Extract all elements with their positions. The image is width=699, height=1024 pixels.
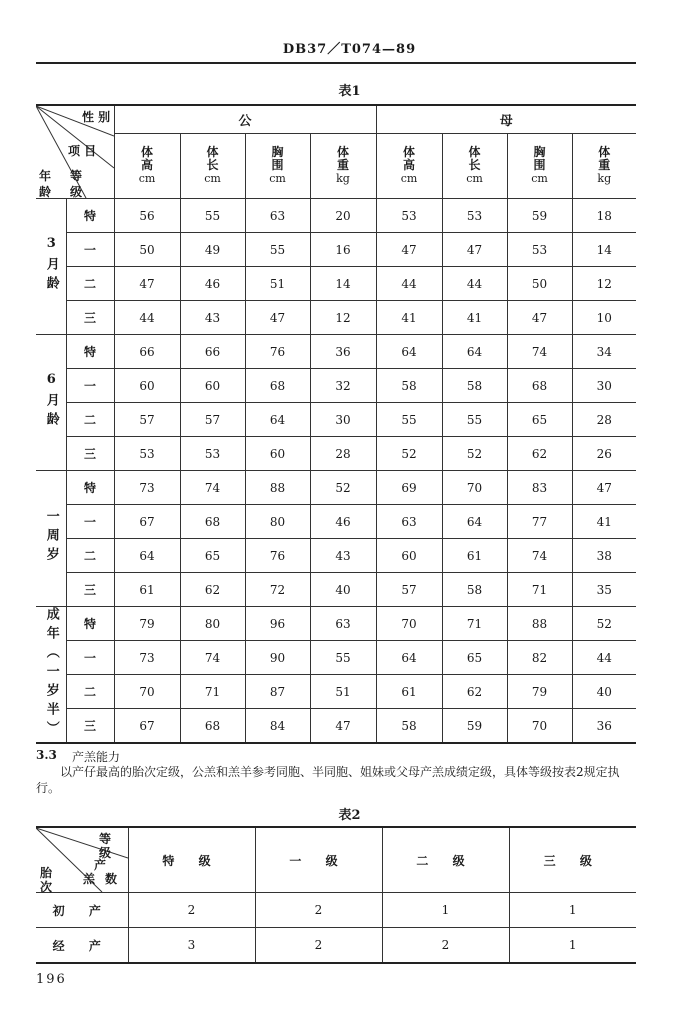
value-cell: 71 <box>180 675 245 709</box>
value-cell: 52 <box>442 437 507 471</box>
value-cell: 47 <box>507 301 572 335</box>
value-cell: 60 <box>376 539 442 573</box>
value-cell: 66 <box>180 335 245 369</box>
value-cell: 64 <box>114 539 180 573</box>
section-body: 以产仔最高的胎次定级，公羔和羔羊参考同胞、半同胞、姐妹或父母产羔成绩定级，具体等级按表2规定执行。 <box>36 765 620 795</box>
value-cell: 53 <box>180 437 245 471</box>
grade-label: 三 <box>66 709 114 744</box>
value-cell: 79 <box>507 675 572 709</box>
value-cell: 28 <box>310 437 376 471</box>
value-cell: 55 <box>376 403 442 437</box>
value-cell: 53 <box>114 437 180 471</box>
table2-lambing-grades <box>36 826 636 964</box>
value-cell: 20 <box>310 199 376 233</box>
corner-label-sex: 性 别 <box>82 110 111 124</box>
value-cell: 47 <box>310 709 376 744</box>
measure-header <box>507 133 572 198</box>
measure-unit: cm <box>400 172 418 186</box>
value-cell: 68 <box>180 505 245 539</box>
corner-label-lambs: 产 羔数 <box>82 858 127 886</box>
grade-label: 三 <box>66 573 114 607</box>
grade-header-special: 特 级 <box>128 827 255 893</box>
value-cell: 71 <box>442 607 507 641</box>
age-group-label: 一周岁 <box>43 508 59 566</box>
table2-corner-header <box>36 827 128 893</box>
value-cell: 61 <box>442 539 507 573</box>
sex-header-female: 母 <box>376 105 636 133</box>
value-cell: 35 <box>572 573 636 607</box>
value-cell: 70 <box>507 709 572 744</box>
value-cell: 64 <box>442 505 507 539</box>
measure-unit: cm <box>269 172 286 186</box>
value-cell: 88 <box>507 607 572 641</box>
table1-corner-header <box>36 105 114 199</box>
table-row <box>36 675 636 709</box>
grade-label: 一 <box>66 505 114 539</box>
value-cell: 60 <box>114 369 180 403</box>
value-cell: 87 <box>245 675 310 709</box>
age-group-cell <box>36 199 66 335</box>
value-cell: 44 <box>442 267 507 301</box>
value-cell: 40 <box>572 675 636 709</box>
value-cell: 44 <box>572 641 636 675</box>
table-row <box>36 471 636 505</box>
value-cell: 66 <box>114 335 180 369</box>
value-cell: 57 <box>376 573 442 607</box>
value-cell: 61 <box>114 573 180 607</box>
value-cell: 52 <box>310 471 376 505</box>
value-cell: 74 <box>507 335 572 369</box>
section-number: 3.3 <box>36 748 57 762</box>
table-row <box>36 607 636 641</box>
value-cell: 49 <box>180 233 245 267</box>
value-cell: 52 <box>572 607 636 641</box>
grade-label: 三 <box>66 437 114 471</box>
value-cell: 34 <box>572 335 636 369</box>
value-cell: 59 <box>507 199 572 233</box>
value-cell: 14 <box>572 233 636 267</box>
value-cell: 71 <box>507 573 572 607</box>
value-cell: 3 <box>128 928 255 964</box>
value-cell: 51 <box>310 675 376 709</box>
measure-unit: cm <box>138 172 156 186</box>
measure-header <box>442 133 507 198</box>
corner-label-grade: 等 级 <box>98 832 121 860</box>
measure-unit: cm <box>204 172 221 186</box>
value-cell: 58 <box>376 709 442 744</box>
measure-name: 胸围 <box>533 145 546 173</box>
grade-header-first: 一 级 <box>255 827 382 893</box>
value-cell: 70 <box>376 607 442 641</box>
value-cell: 14 <box>310 267 376 301</box>
value-cell: 68 <box>507 369 572 403</box>
age-group-cell <box>36 471 66 607</box>
value-cell: 55 <box>310 641 376 675</box>
value-cell: 10 <box>572 301 636 335</box>
value-cell: 57 <box>114 403 180 437</box>
value-cell: 63 <box>310 607 376 641</box>
measure-name: 体重 <box>336 145 349 173</box>
table-row <box>36 369 636 403</box>
section-title: 产羔能力 <box>72 750 121 764</box>
value-cell: 2 <box>128 893 255 928</box>
corner-label-age: 年 龄 <box>38 169 51 199</box>
value-cell: 1 <box>382 893 509 928</box>
value-cell: 88 <box>245 471 310 505</box>
document-header: DB37／T074—89 <box>282 42 417 57</box>
value-cell: 26 <box>572 437 636 471</box>
value-cell: 83 <box>507 471 572 505</box>
value-cell: 36 <box>572 709 636 744</box>
value-cell: 67 <box>114 709 180 744</box>
value-cell: 2 <box>255 893 382 928</box>
value-cell: 55 <box>442 403 507 437</box>
table-row <box>36 437 636 471</box>
value-cell: 76 <box>245 539 310 573</box>
value-cell: 68 <box>180 709 245 744</box>
table-row <box>36 709 636 744</box>
value-cell: 62 <box>180 573 245 607</box>
value-cell: 58 <box>442 573 507 607</box>
measure-header <box>180 133 245 198</box>
measure-name: 体长 <box>206 145 219 173</box>
value-cell: 60 <box>245 437 310 471</box>
value-cell: 18 <box>572 199 636 233</box>
measure-header <box>245 133 310 198</box>
value-cell: 65 <box>507 403 572 437</box>
value-cell: 53 <box>442 199 507 233</box>
grade-header-third: 三 级 <box>509 827 636 893</box>
measure-name: 体重 <box>598 145 611 173</box>
measure-header <box>572 133 636 198</box>
grade-label: 特 <box>66 471 114 505</box>
table-row <box>36 335 636 369</box>
value-cell: 82 <box>507 641 572 675</box>
table-row <box>36 199 636 233</box>
value-cell: 38 <box>572 539 636 573</box>
value-cell: 36 <box>310 335 376 369</box>
grade-label: 特 <box>66 335 114 369</box>
value-cell: 44 <box>376 267 442 301</box>
value-cell: 77 <box>507 505 572 539</box>
measure-unit: cm <box>531 172 548 186</box>
grade-label: 二 <box>66 267 114 301</box>
grade-label: 特 <box>66 199 114 233</box>
value-cell: 44 <box>114 301 180 335</box>
value-cell: 64 <box>442 335 507 369</box>
value-cell: 47 <box>442 233 507 267</box>
grade-label: 二 <box>66 403 114 437</box>
table-row <box>36 267 636 301</box>
grade-label: 二 <box>66 675 114 709</box>
value-cell: 12 <box>310 301 376 335</box>
table-row <box>36 641 636 675</box>
value-cell: 52 <box>376 437 442 471</box>
value-cell: 1 <box>509 893 636 928</box>
value-cell: 80 <box>180 607 245 641</box>
grade-label: 二 <box>66 539 114 573</box>
value-cell: 67 <box>114 505 180 539</box>
value-cell: 41 <box>442 301 507 335</box>
measure-unit: kg <box>336 172 350 186</box>
age-group-cell <box>36 607 66 744</box>
measure-name: 体高 <box>403 145 416 173</box>
measure-header <box>114 133 180 198</box>
value-cell: 63 <box>245 199 310 233</box>
grade-label: 特 <box>66 607 114 641</box>
value-cell: 72 <box>245 573 310 607</box>
value-cell: 53 <box>507 233 572 267</box>
value-cell: 43 <box>180 301 245 335</box>
value-cell: 41 <box>376 301 442 335</box>
value-cell: 32 <box>310 369 376 403</box>
value-cell: 64 <box>245 403 310 437</box>
value-cell: 50 <box>507 267 572 301</box>
value-cell: 64 <box>376 335 442 369</box>
table1-caption: 表1 <box>338 84 361 99</box>
value-cell: 46 <box>310 505 376 539</box>
measure-header <box>376 133 442 198</box>
value-cell: 53 <box>376 199 442 233</box>
value-cell: 74 <box>180 641 245 675</box>
age-group-cell <box>36 335 66 471</box>
value-cell: 51 <box>245 267 310 301</box>
value-cell: 2 <box>255 928 382 964</box>
grade-header-second: 二 级 <box>382 827 509 893</box>
table-row <box>36 505 636 539</box>
grade-label: 一 <box>66 641 114 675</box>
value-cell: 74 <box>507 539 572 573</box>
table-row <box>36 301 636 335</box>
value-cell: 46 <box>180 267 245 301</box>
measure-name: 胸围 <box>271 145 284 173</box>
value-cell: 2 <box>382 928 509 964</box>
value-cell: 47 <box>376 233 442 267</box>
value-cell: 28 <box>572 403 636 437</box>
value-cell: 40 <box>310 573 376 607</box>
value-cell: 70 <box>114 675 180 709</box>
measure-name: 体高 <box>140 145 153 173</box>
corner-label-parity: 胎 次 <box>39 866 62 894</box>
parity-label: 初 产 <box>36 893 128 928</box>
sex-header-male: 公 <box>114 105 376 133</box>
value-cell: 63 <box>376 505 442 539</box>
value-cell: 65 <box>442 641 507 675</box>
value-cell: 47 <box>245 301 310 335</box>
table-row <box>36 928 636 964</box>
measure-name: 体长 <box>468 145 481 173</box>
parity-label: 经 产 <box>36 928 128 964</box>
value-cell: 68 <box>245 369 310 403</box>
value-cell: 62 <box>442 675 507 709</box>
value-cell: 58 <box>376 369 442 403</box>
value-cell: 12 <box>572 267 636 301</box>
value-cell: 69 <box>376 471 442 505</box>
value-cell: 59 <box>442 709 507 744</box>
value-cell: 41 <box>572 505 636 539</box>
value-cell: 30 <box>310 403 376 437</box>
value-cell: 73 <box>114 641 180 675</box>
header-rule <box>36 62 636 64</box>
value-cell: 64 <box>376 641 442 675</box>
value-cell: 55 <box>245 233 310 267</box>
value-cell: 30 <box>572 369 636 403</box>
value-cell: 56 <box>114 199 180 233</box>
value-cell: 62 <box>507 437 572 471</box>
value-cell: 84 <box>245 709 310 744</box>
value-cell: 79 <box>114 607 180 641</box>
grade-label: 一 <box>66 369 114 403</box>
value-cell: 76 <box>245 335 310 369</box>
value-cell: 80 <box>245 505 310 539</box>
age-group-label: 成年（一岁半） <box>43 606 59 740</box>
corner-label-item: 项 目 <box>68 144 97 158</box>
value-cell: 55 <box>180 199 245 233</box>
value-cell: 50 <box>114 233 180 267</box>
value-cell: 96 <box>245 607 310 641</box>
value-cell: 90 <box>245 641 310 675</box>
value-cell: 58 <box>442 369 507 403</box>
value-cell: 16 <box>310 233 376 267</box>
value-cell: 70 <box>442 471 507 505</box>
table-row <box>36 233 636 267</box>
value-cell: 74 <box>180 471 245 505</box>
corner-label-grade: 等 级 <box>69 169 82 199</box>
page-number: 196 <box>36 972 67 987</box>
table2-caption: 表2 <box>338 808 361 823</box>
value-cell: 47 <box>114 267 180 301</box>
table-row <box>36 893 636 928</box>
table-row <box>36 573 636 607</box>
value-cell: 57 <box>180 403 245 437</box>
age-group-label: 3月龄 <box>43 235 59 295</box>
table-row <box>36 403 636 437</box>
value-cell: 47 <box>572 471 636 505</box>
grade-label: 三 <box>66 301 114 335</box>
age-group-label: 6月龄 <box>43 371 59 431</box>
value-cell: 1 <box>509 928 636 964</box>
table-row <box>36 539 636 573</box>
measure-unit: cm <box>466 172 483 186</box>
value-cell: 65 <box>180 539 245 573</box>
value-cell: 61 <box>376 675 442 709</box>
measure-unit: kg <box>597 172 612 186</box>
value-cell: 73 <box>114 471 180 505</box>
table1-grading-standards <box>36 104 636 744</box>
value-cell: 43 <box>310 539 376 573</box>
measure-header <box>310 133 376 198</box>
grade-label: 一 <box>66 233 114 267</box>
value-cell: 60 <box>180 369 245 403</box>
